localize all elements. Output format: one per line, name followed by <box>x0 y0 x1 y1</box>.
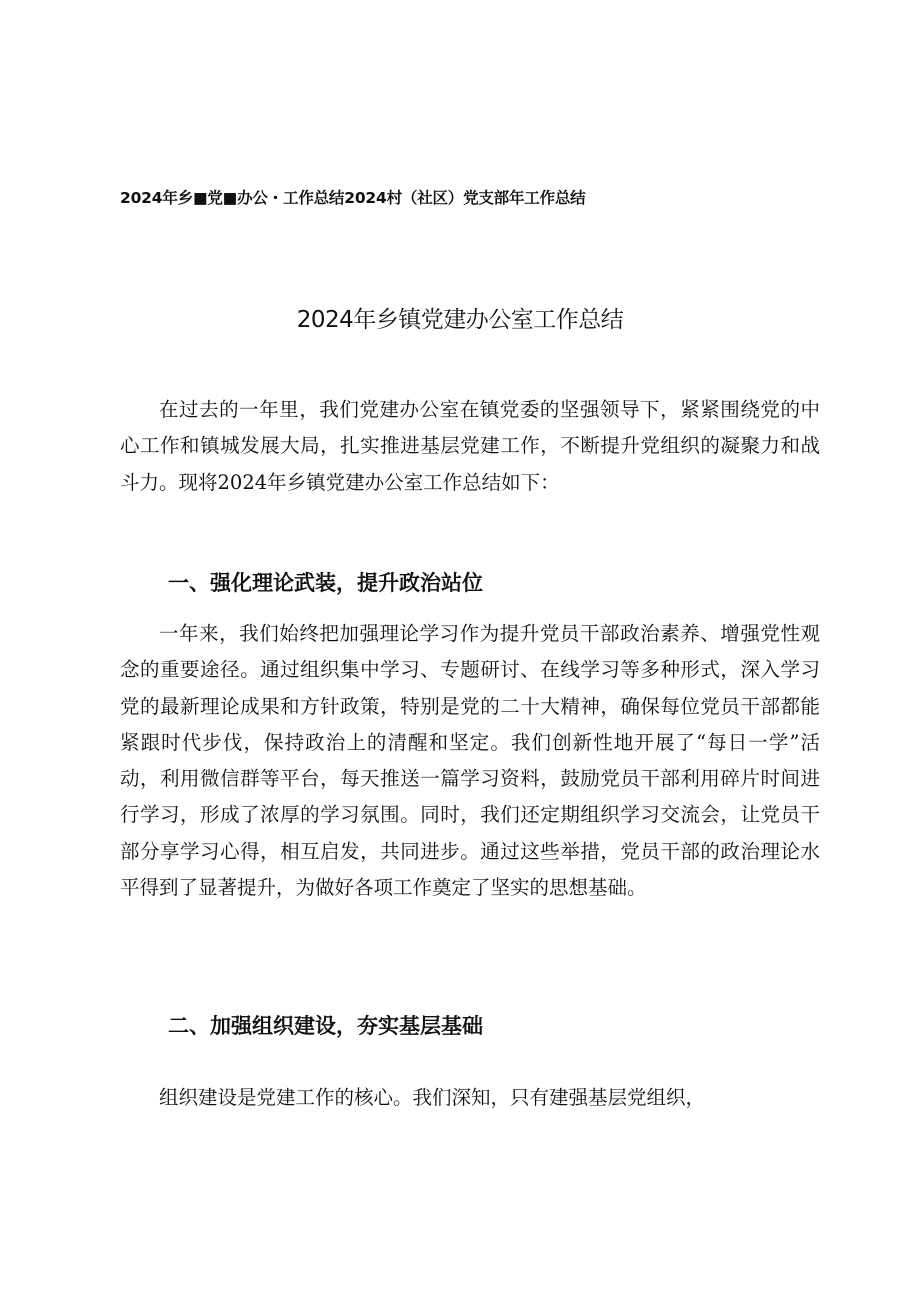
document-header: 2024年乡■党■办公・工作总结2024村（社区）党支部年工作总结 <box>120 189 586 207</box>
section-paragraph-2: 组织建设是党建工作的核心。我们深知，只有建强基层党组织， <box>159 1086 706 1109</box>
document-title: 2024年乡镇党建办公室工作总结 <box>296 307 624 333</box>
intro-paragraph: 在过去的一年里，我们党建办公室在镇党委的坚强领导下，紧紧围绕党的中心工作和镇城发展大局，扎实推进基层党建工作，不断提升党组织的凝聚力和战斗力。现将2024年乡镇党建办公室工作总结如下： <box>120 398 820 494</box>
section-heading-1: 一、强化理论武装，提升政治站位 <box>168 571 483 595</box>
section-paragraph-1: 一年来，我们始终把加强理论学习作为提升党员干部政治素养、增强党性观念的重要途径。通过组织集中学习、专题研讨、在线学习等多种形式，深入学习党的最新理论成果和方针政策，特别是党的二十大精神，确保每位党员干部都能紧跟时代步伐，保持政治上的清醒和坚定。我们创新性地开展了“每日一学”活动，利用微信群等平台，每天推送一篇学习资料，鼓励党员干部利用碎片时间进行学习，形成了浓厚的学习氛围。同时，我们还定期组织学习交流会，让党员干部分享学习心得，相互启发，共同进步。通过这些举措，党员干部的政治理论水平得到了显著提升，为做好各项工作奠定了坚实的思想基础。 <box>120 622 820 900</box>
section-heading-2: 二、加强组织建设，夯实基层基础 <box>168 1014 483 1038</box>
